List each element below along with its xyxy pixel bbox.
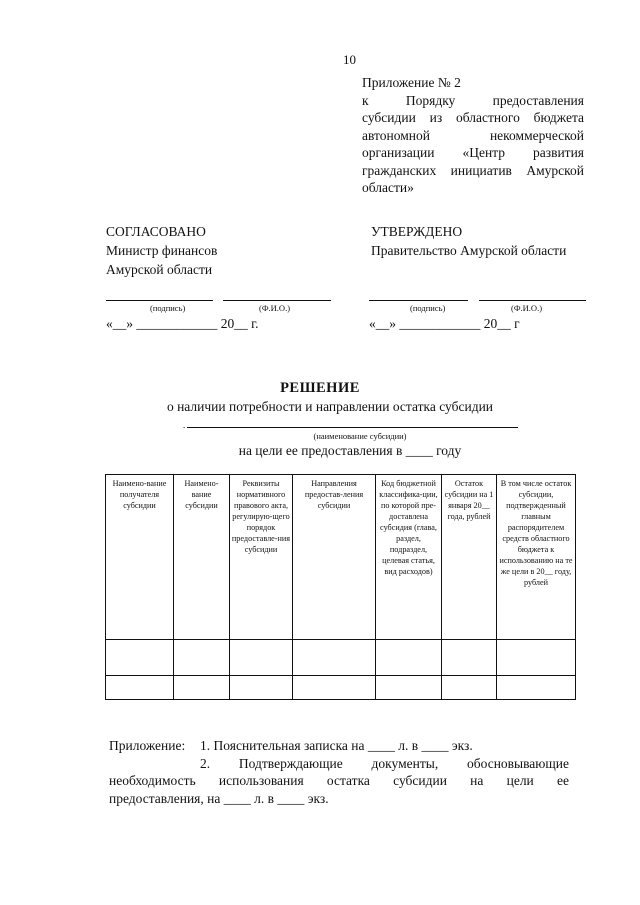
header-legal-act: Реквизиты нормативного правового акта, регулирую-щего порядок предоставле-ния субсидии [230, 475, 293, 640]
decision-subtitle: о наличии потребности и направлении остатка субсидии [166, 399, 494, 414]
table-cell [293, 676, 376, 700]
approved-name-line [479, 300, 586, 301]
table-cell [497, 676, 576, 700]
agreed-signature-line [106, 300, 213, 301]
table-cell [106, 640, 174, 676]
page-number: 10 [343, 52, 356, 67]
header-balance: Остаток субсидии на 1 января 20__ года, рублей [442, 475, 497, 640]
table-cell [174, 676, 230, 700]
attachment-item-1: 1. Пояснительная записка на ____ л. в ____ экз. [200, 738, 473, 753]
agreed-position: Министр финансов [106, 243, 218, 258]
table-header-row [106, 475, 576, 640]
decision-dot: . [183, 420, 186, 430]
header-recipient: Наимено-вание получателя субсидии [106, 475, 174, 640]
table-cell [442, 676, 497, 700]
agreed-name-label: (Ф.И.О.) [259, 303, 291, 313]
table-cell [497, 640, 576, 676]
attachments-label: Приложение: [109, 738, 186, 753]
appendix-line-7: области» [362, 180, 414, 195]
header-budget-code: Код бюджетной классифика-ции, по которой пре-доставлена субсидия (глава, раздел, подраздел, целевая статья, вид расходов) [376, 475, 442, 640]
agreed-block [106, 222, 217, 279]
decision-goal: на цели ее предоставления в ____ году [238, 443, 462, 458]
table-cell [293, 640, 376, 676]
decision-title: РЕШЕНИЕ [280, 380, 360, 396]
table-cell [376, 676, 442, 700]
attachment-item-2-line-3: предоставления, на ____ л. в ____ экз. [109, 790, 329, 806]
table-cell [230, 676, 293, 700]
agreed-signature-label: (подпись) [150, 303, 186, 313]
table-cell [106, 676, 174, 700]
header-confirmed-balance: В том числе остаток субсидии, подтвержденный главным распорядителем средств областного бюджета к использованию на те же цели в 20__ году, рублей [497, 475, 576, 640]
agreed-date: «__» ____________ 20__ г. [106, 316, 259, 331]
appendix-header [362, 74, 584, 197]
agreed-title: СОГЛАСОВАНО [106, 224, 206, 239]
header-directions: Направления предостав-ления субсидии [293, 475, 376, 640]
appendix-line-1: Приложение № 2 [362, 75, 461, 90]
appendix-line-5: организации «Центр развития [362, 145, 584, 160]
agreed-name-line [223, 300, 331, 301]
attachment-item-2-line-2: необходимость использования остатка субсидии на цели ее [109, 773, 569, 788]
approved-name-label: (Ф.И.О.) [511, 303, 543, 313]
table-row [106, 640, 576, 676]
agreed-region: Амурской области [106, 262, 213, 277]
table-cell [442, 640, 497, 676]
approved-title: УТВЕРЖДЕНО [371, 224, 463, 239]
appendix-line-6: гражданских инициатив Амурской [362, 162, 584, 178]
approved-date: «__» ____________ 20__ г [369, 316, 520, 331]
approved-block [371, 222, 566, 260]
appendix-line-4: автономной некоммерческой [362, 127, 584, 143]
table-cell [230, 640, 293, 676]
subsidy-table [105, 474, 576, 700]
header-subsidy-name: Наимено-вание субсидии [174, 475, 230, 640]
approved-signature-label: (подпись) [410, 303, 446, 313]
subsidy-name-line [187, 427, 518, 428]
approved-signature-line [369, 300, 468, 301]
table-row [106, 676, 576, 700]
approved-authority: Правительство Амурской области [371, 243, 567, 258]
attachments [109, 737, 569, 807]
appendix-line-3: субсидии из областного бюджета [362, 110, 584, 125]
table-cell [174, 640, 230, 676]
subsidy-name-caption: (наименование субсидии) [313, 431, 407, 441]
appendix-line-2: к Порядку предоставления [362, 92, 584, 108]
attachment-item-2-line-1: 2. Подтверждающие документы, обосновывающие [200, 755, 569, 771]
table-cell [376, 640, 442, 676]
